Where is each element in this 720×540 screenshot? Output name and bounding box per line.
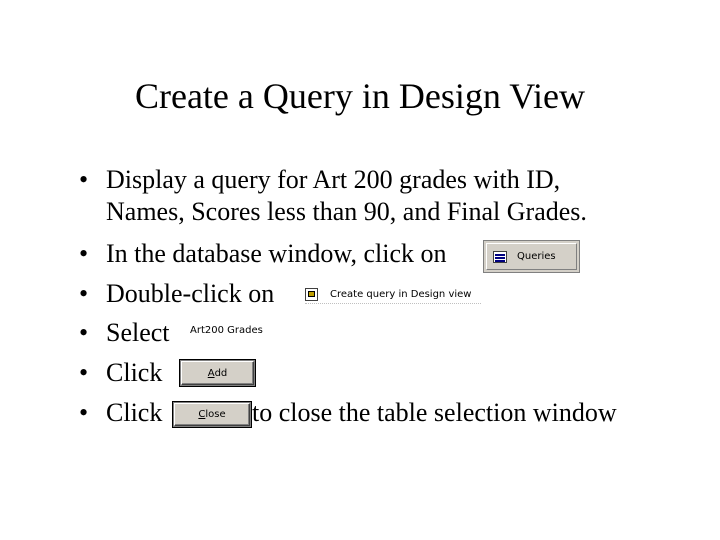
bullet-6-text: Click xyxy=(106,398,163,427)
bullet-1-line-1: Display a query for Art 200 grades with ID, xyxy=(106,165,561,194)
slide-title: Create a Query in Design View xyxy=(134,76,586,116)
design-view-icon xyxy=(305,288,318,301)
create-query-design-view-label: Create query in Design view xyxy=(330,289,472,300)
bullet-5-text: Click xyxy=(106,358,163,387)
add-button-mnemonic: A xyxy=(207,367,215,379)
bullet-4-text: Select xyxy=(106,318,170,347)
bullet-marker: • xyxy=(79,358,89,387)
bullet-marker: • xyxy=(79,165,89,194)
queries-button-label: Queries xyxy=(517,251,556,262)
add-button[interactable] xyxy=(179,359,256,387)
create-query-design-view-item[interactable] xyxy=(305,286,481,304)
bullet-marker: • xyxy=(79,279,89,308)
bullet-2-text: In the database window, click on xyxy=(106,239,447,268)
queries-button[interactable] xyxy=(483,240,580,273)
close-button-label: lose xyxy=(205,409,226,420)
bullet-1-line-2: Names, Scores less than 90, and Final Grades. xyxy=(106,197,587,226)
bullet-6-text-after: to close the table selection window xyxy=(252,398,617,427)
bullet-3-text: Double-click on xyxy=(106,279,275,308)
close-button-mnemonic: C xyxy=(198,409,206,420)
add-button-label: dd xyxy=(214,367,228,379)
queries-icon xyxy=(493,251,507,263)
bullet-marker: • xyxy=(79,318,89,347)
table-item-art200-grades[interactable]: Art200 Grades xyxy=(190,325,263,336)
bullet-marker: • xyxy=(79,239,89,268)
bullet-marker: • xyxy=(79,398,89,427)
close-button[interactable] xyxy=(172,401,252,428)
